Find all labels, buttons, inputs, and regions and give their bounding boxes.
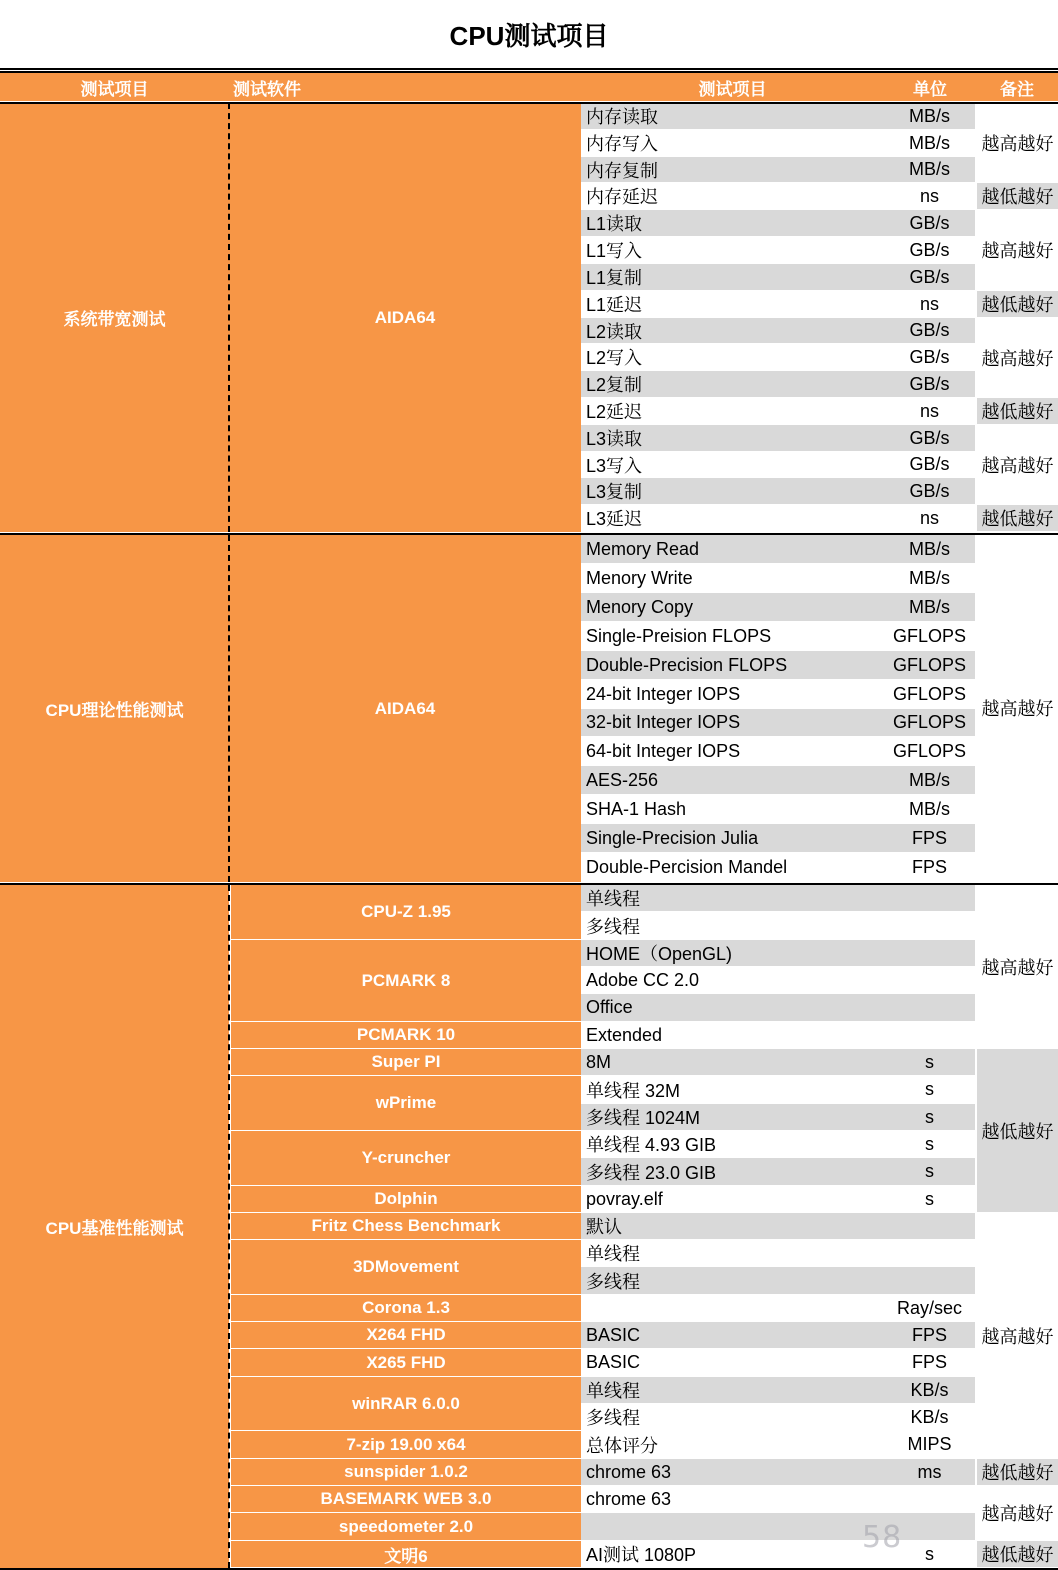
test-item: 8M [581, 1049, 884, 1075]
note-higher-better: 越高越好 [977, 210, 1058, 290]
note-lower-better: 越低越好 [977, 505, 1058, 531]
unit-cell: MIPS [884, 1431, 975, 1458]
column-divider [228, 885, 230, 1568]
software-cell: Fritz Chess Benchmark [231, 1213, 581, 1239]
unit-cell: s [884, 1076, 975, 1103]
note-lower-better: 越低越好 [977, 1049, 1058, 1212]
note-higher-better: 越高越好 [977, 103, 1058, 182]
test-item: povray.elf [581, 1186, 884, 1212]
test-item: L1读取 [581, 210, 884, 236]
test-item: Single-Precision Julia [581, 824, 884, 852]
unit-cell: MB/s [884, 593, 975, 621]
unit-cell: s [884, 1158, 975, 1185]
header-note: 备注 [976, 73, 1058, 101]
test-item: 内存延迟 [581, 183, 884, 209]
unit-cell: s [884, 1131, 975, 1157]
unit-cell: s [884, 1049, 975, 1075]
page-title: CPU测试项目 [0, 0, 1058, 70]
test-item: AES-256 [581, 766, 884, 794]
test-item: 32-bit Integer IOPS [581, 709, 884, 736]
unit-cell: FPS [884, 824, 975, 852]
unit-cell [884, 885, 975, 911]
unit-cell [884, 1022, 975, 1048]
unit-cell [884, 1486, 975, 1512]
unit-cell: MB/s [884, 103, 975, 129]
test-item: SHA-1 Hash [581, 795, 884, 823]
unit-cell: MB/s [884, 130, 975, 156]
test-item: 默认 [581, 1213, 884, 1239]
software-cell: Corona 1.3 [231, 1295, 581, 1321]
unit-cell [884, 967, 975, 993]
note-higher-better: 越高越好 [977, 1213, 1058, 1458]
test-item: 内存复制 [581, 157, 884, 182]
unit-cell [884, 1213, 975, 1239]
row-divider [0, 883, 1058, 885]
test-item: Memory Read [581, 535, 884, 563]
test-item: 多线程 [581, 912, 884, 939]
test-item: Adobe CC 2.0 [581, 967, 884, 993]
unit-cell: MB/s [884, 795, 975, 823]
test-item: L3延迟 [581, 505, 884, 531]
unit-cell: ns [884, 398, 975, 424]
test-item: HOME（OpenGL) [581, 940, 884, 966]
software-cell: Dolphin [231, 1186, 581, 1212]
software-cell: X264 FHD [231, 1322, 581, 1348]
note-higher-better: 越高越好 [977, 425, 1058, 504]
software-cell: PCMARK 10 [231, 1022, 581, 1048]
unit-cell: KB/s [884, 1404, 975, 1430]
test-item: 24-bit Integer IOPS [581, 680, 884, 708]
unit-cell: MB/s [884, 535, 975, 563]
unit-cell: s [884, 1104, 975, 1130]
row-divider [0, 102, 1058, 104]
header-item: 测试项目 [581, 73, 884, 101]
watermark: 58 [862, 1520, 903, 1555]
test-item: L3读取 [581, 425, 884, 451]
software-cell: 3DMovement [231, 1240, 581, 1294]
test-item: Single-Preision FLOPS [581, 622, 884, 650]
unit-cell: GFLOPS [884, 622, 975, 650]
section-category: 系统带宽测试 [0, 103, 229, 532]
software-cell: Y-cruncher [231, 1131, 581, 1185]
unit-cell: KB/s [884, 1377, 975, 1403]
test-item: AI测试 1080P [581, 1541, 884, 1567]
note-lower-better: 越低越好 [977, 291, 1058, 317]
software-cell: 文明6 [231, 1541, 581, 1567]
test-item: Double-Percision Mandel [581, 853, 884, 881]
software-cell: CPU-Z 1.95 [231, 885, 581, 939]
test-item: 多线程 [581, 1404, 884, 1430]
test-item: L2延迟 [581, 398, 884, 424]
section-category: CPU基准性能测试 [0, 885, 229, 1568]
section-category: CPU理论性能测试 [0, 535, 229, 882]
unit-cell: s [884, 1186, 975, 1212]
unit-cell: GB/s [884, 425, 975, 451]
test-item: Office [581, 994, 884, 1021]
test-item: 单线程 [581, 1377, 884, 1403]
unit-cell: GB/s [884, 318, 975, 343]
note-higher-better: 越高越好 [977, 535, 1058, 881]
test-item: 内存读取 [581, 103, 884, 129]
unit-cell: ns [884, 183, 975, 209]
unit-cell [884, 912, 975, 939]
software-cell: Super PI [231, 1049, 581, 1075]
unit-cell: GB/s [884, 371, 975, 397]
unit-cell: ns [884, 505, 975, 531]
note-higher-better: 越高越好 [977, 1486, 1058, 1540]
test-item: BASIC [581, 1349, 884, 1376]
test-item: BASIC [581, 1322, 884, 1348]
test-item: Extended [581, 1022, 884, 1048]
unit-cell: MB/s [884, 157, 975, 182]
column-divider [228, 535, 230, 882]
test-item: L3复制 [581, 478, 884, 504]
unit-cell: MB/s [884, 564, 975, 592]
unit-cell: Ray/sec [884, 1295, 975, 1321]
software-cell: PCMARK 8 [231, 940, 581, 1021]
test-item: L2读取 [581, 318, 884, 343]
test-item: 多线程 23.0 GIB [581, 1158, 884, 1185]
unit-cell [884, 940, 975, 966]
unit-cell: ns [884, 291, 975, 317]
note-lower-better: 越低越好 [977, 398, 1058, 424]
unit-cell: GFLOPS [884, 737, 975, 765]
test-item: 单线程 32M [581, 1076, 884, 1103]
note-lower-better: 越低越好 [977, 1541, 1058, 1567]
unit-cell: FPS [884, 853, 975, 881]
software-cell: X265 FHD [231, 1349, 581, 1376]
test-item: chrome 63 [581, 1486, 884, 1512]
row-divider [0, 533, 1058, 535]
section-software: AIDA64 [229, 535, 581, 882]
unit-cell: GB/s [884, 210, 975, 236]
note-lower-better: 越低越好 [977, 183, 1058, 209]
unit-cell [884, 1240, 975, 1266]
test-item: L1写入 [581, 237, 884, 263]
unit-cell: GB/s [884, 478, 975, 504]
unit-cell: s [884, 1541, 975, 1567]
unit-cell: GB/s [884, 452, 975, 477]
unit-cell: ms [884, 1459, 975, 1485]
test-item: L2复制 [581, 371, 884, 397]
unit-cell: GB/s [884, 344, 975, 370]
test-item: 64-bit Integer IOPS [581, 737, 884, 765]
software-cell: wPrime [231, 1076, 581, 1130]
test-item: 多线程 [581, 1267, 884, 1294]
test-item: L1延迟 [581, 291, 884, 317]
test-item: 总体评分 [581, 1431, 884, 1458]
software-cell: 7-zip 19.00 x64 [231, 1431, 581, 1458]
unit-cell: GFLOPS [884, 651, 975, 679]
software-cell: speedometer 2.0 [231, 1513, 581, 1540]
test-item: 多线程 1024M [581, 1104, 884, 1130]
unit-cell: GB/s [884, 237, 975, 263]
test-item: Menory Copy [581, 593, 884, 621]
column-divider [228, 103, 230, 532]
header-category: 测试项目 [0, 73, 229, 101]
unit-cell: FPS [884, 1349, 975, 1376]
unit-cell: FPS [884, 1322, 975, 1348]
unit-cell: GFLOPS [884, 680, 975, 708]
test-item: 单线程 [581, 885, 884, 911]
test-item: chrome 63 [581, 1459, 884, 1485]
unit-cell [884, 994, 975, 1021]
test-item: L3写入 [581, 452, 884, 477]
test-item: 单线程 4.93 GIB [581, 1131, 884, 1157]
test-item: Menory Write [581, 564, 884, 592]
header-software: 测试软件 [229, 73, 581, 101]
note-higher-better: 越高越好 [977, 318, 1058, 397]
unit-cell: GFLOPS [884, 709, 975, 736]
unit-cell: GB/s [884, 264, 975, 290]
section-software: AIDA64 [229, 103, 581, 532]
note-lower-better: 越低越好 [977, 1459, 1058, 1485]
test-item: 内存写入 [581, 130, 884, 156]
test-item: Double-Precision FLOPS [581, 651, 884, 679]
test-item: L1复制 [581, 264, 884, 290]
row-divider [0, 71, 1058, 73]
test-item: L2写入 [581, 344, 884, 370]
test-item: 单线程 [581, 1240, 884, 1266]
test-item [581, 1513, 884, 1540]
software-cell: winRAR 6.0.0 [231, 1377, 581, 1430]
software-cell: sunspider 1.0.2 [231, 1459, 581, 1485]
unit-cell: MB/s [884, 766, 975, 794]
header-unit: 单位 [884, 73, 976, 101]
unit-cell [884, 1267, 975, 1294]
test-item [581, 1295, 884, 1321]
software-cell: BASEMARK WEB 3.0 [231, 1486, 581, 1512]
note-higher-better: 越高越好 [977, 885, 1058, 1048]
